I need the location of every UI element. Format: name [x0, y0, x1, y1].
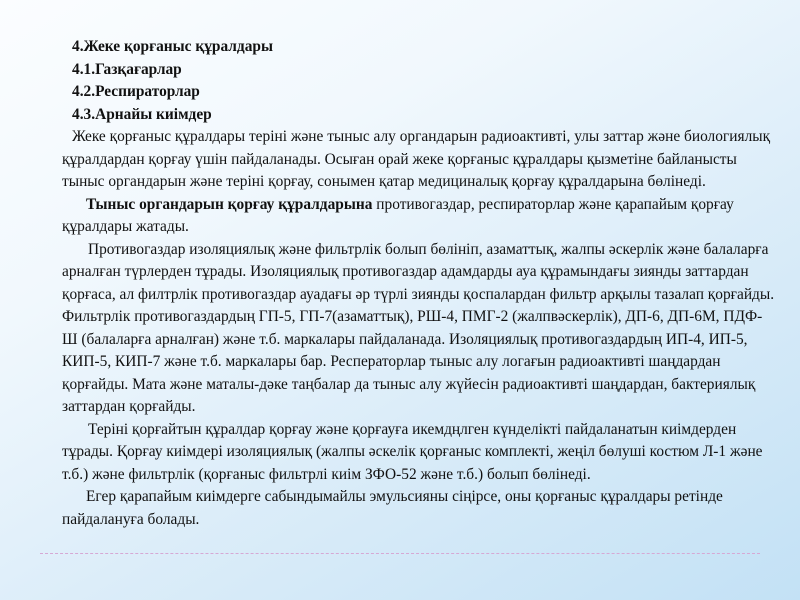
paragraph-skin-protection: Теріні қорғайтын құралдар қорғау және қорғауға икемдңлген күнделікті пайдаланатын киімдерден тұрады. Қорғау киімдері изоляциялық (жалпы әскелік қорғаныс комплекті, жеңіл бөлуші костюм Л-1 және т.б.) және фильтрлік (қорғаныс фильтрлі киім ЗФО-52 және т.б.) болып бөлінеді. — [62, 420, 763, 483]
subsection-heading-respirators: 4.2.Респираторлар — [72, 83, 200, 100]
decorative-divider — [40, 553, 760, 554]
paragraph-gas-masks: Противогаздар изоляциялық және фильтрлік болып бөлініп, азаматтық, жалпы әскерлік және балаларға арналған түрлерден тұрады. Изоляциялық противогаздар адамдарды ауа құрамындағы зиянды заттардан қорғаса, ал филтрлік противогаздар ауадағы әр түрлі зиянды қоспалардан фильтр арқылы тазалап қорғайды. Фильтрлік противогаздардың ГП-5, ГП-7(азаматтық), РШ-4, ПМГ-2 (жалпвәскерлік), ДП-6, ДП-6М, ПДФ-Ш (балаларға арналған) және т.б. маркалары пайдаланада. Изоляциялық противогаздардың ИП-4, ИП-5, КИП-5, КИП-7 және т.б. маркалары бар. Респераторлар тыныс алу логағын радиоактивті шаңдардан қорғайды. Мата және маталы-дәке таңбалар да тыныс алу жүйесін радиоактивті шаңдардан, бактериялық заттардан қорғайды. — [62, 240, 775, 415]
subsection-heading-special-clothing: 4.3.Арнайы киімдер — [72, 105, 212, 123]
paragraph-improvised-protection: Егер қарапайым киімдерге сабындымайлы эмульсияны сіңірсе, оны қорғаныс құралдары ретінде пайдалануға болады. — [62, 488, 723, 528]
subsection-heading-gas-masks: 4.1.Газқағарлар — [72, 60, 182, 78]
bold-phrase: Тыныс органдарын қорғау құралдарына — [86, 195, 373, 213]
paragraph-intro: Жеке қорғаныс құралдары теріні және тыныс алу органдарын радиоактивті, улы заттар және биологиялық құралдардан қорғау үшін пайдаланады. Осыған орай жеке қорғаныс құралдары қызметіне байланысты тыныс органдарын және теріні қорғау, сонымен қатар медициналық қорғау құралдарына бөлінеді. — [62, 128, 771, 190]
paragraph-respiratory-protection — [62, 194, 776, 239]
section-heading: 4.Жеке қорғаныс құралдары — [72, 38, 273, 55]
document-body — [62, 36, 776, 531]
paragraph-text: противогаздар, респираторлар және қарапайым қорғау құралдары жатады. — [62, 195, 734, 235]
